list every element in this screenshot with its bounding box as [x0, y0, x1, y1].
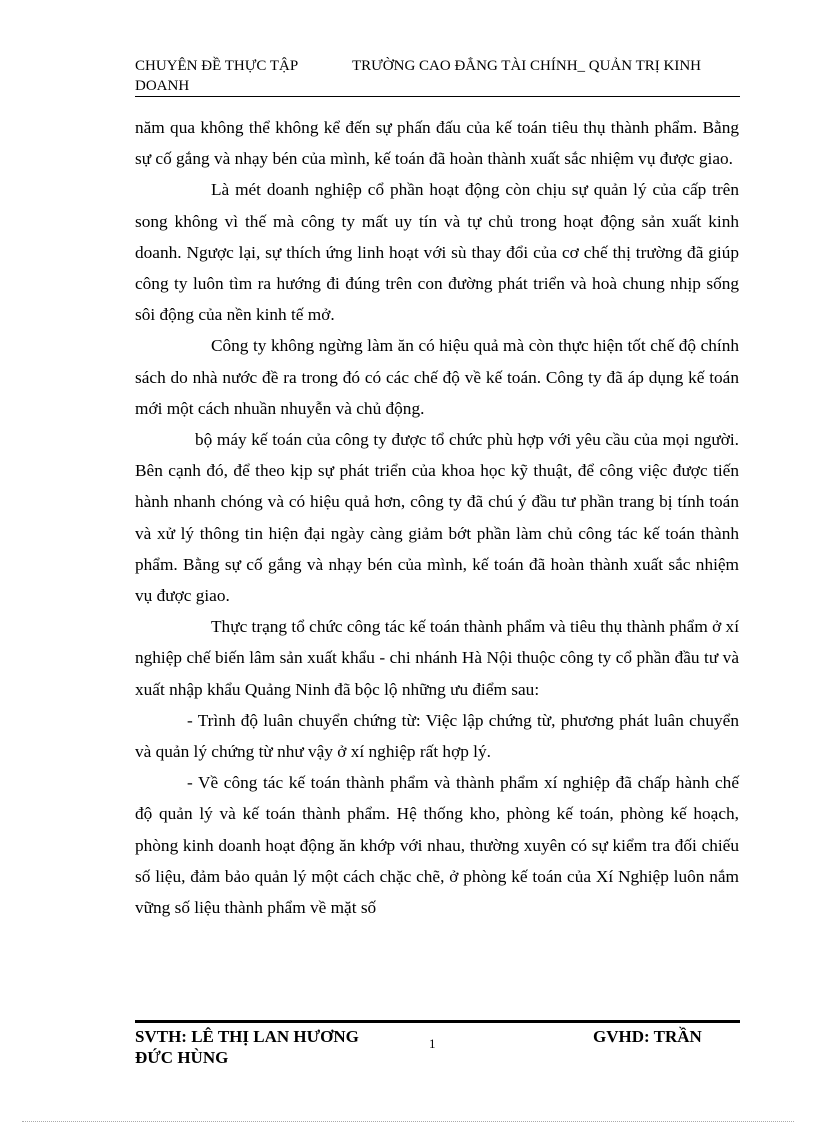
document-body	[135, 112, 739, 923]
paragraph: Thực trạng tổ chức công tác kế toán thành phẩm và tiêu thụ thành phẩm ở xí nghiệp chế biến lâm sản xuất khẩu - chi nhánh Hà Nội thuộc công ty cổ phần đầu tư và xuất nhập khẩu Quảng Ninh đã bộc lộ những ưu điểm sau:	[135, 617, 739, 699]
header-title-right: TRƯỜNG CAO ĐẲNG TÀI CHÍNH_ QUẢN TRỊ KINH	[352, 58, 701, 74]
page-edge-divider	[22, 1121, 794, 1122]
paragraph: năm qua không thể không kể đến sự phấn đấu của kế toán tiêu thụ thành phẩm. Bằng sự cố gắng và nhạy bén của mình, kế toán đã hoàn thành xuất sắc nhiệm vụ được giao.	[135, 118, 739, 169]
paragraph: Là mét doanh nghiệp cổ phần hoạt động còn chịu sự quản lý của cấp trên song không vì thế mà công ty mất uy tín và tự chủ trong hoạt động sản xuất kinh doanh. Ngược lại, sự thích ứng linh hoạt với sù thay đổi của cơ chế thị trường đã giúp công ty luôn tìm ra hướng đi đúng trên con đường phát triển và hoà chung nhịp sống sôi động của nền kinh tế mở.	[135, 180, 739, 325]
page-number: 1	[429, 1036, 436, 1051]
footer-student: SVTH: LÊ THỊ LAN HƯƠNG	[135, 1027, 359, 1046]
paragraph: Công ty không ngừng làm ăn có hiệu quả mà còn thực hiện tốt chế độ chính sách do nhà nước đề ra trong đó có các chế độ về kế toán. Công ty đã áp dụng kế toán mới một cách nhuần nhuyễn và chủ động.	[135, 336, 739, 418]
list-item: - Trình độ luân chuyển chứng từ: Việc lập chứng từ, phương phát luân chuyển và quản lý chứng từ như vậy ở xí nghiệp rất hợp lý.	[135, 710, 739, 762]
paragraph: bộ máy kế toán của công ty được tổ chức phù hợp với yêu cầu của mọi người. Bên cạnh đó, để theo kịp sự phát triển của khoa học kỹ thuật, để công việc được tiến hành nhanh chóng và có hiệu quả hơn, công ty đã chú ý đầu tư phần trang bị tính toán và xử lý thông tin hiện đại ngày càng giảm bớt phần làm chủ công tác kế toán thành phẩm. Bằng sự cố gắng và nhạy bén của mình, kế toán đã hoàn thành xuất sắc nhiệm vụ được giao.	[135, 430, 739, 606]
footer-supervisor-continued: ĐỨC HÙNG	[135, 1048, 229, 1067]
page-footer	[135, 1020, 740, 1073]
header-title-left-continued: DOANH	[135, 78, 190, 94]
page-header	[135, 56, 740, 97]
header-title-left: CHUYÊN ĐỀ THỰC TẬP	[135, 58, 299, 74]
list-item: - Về công tác kế toán thành phẩm và thành phẩm xí nghiệp đã chấp hành chế độ quản lý và kế toán thành phẩm. Hệ thống kho, phòng kế toán, phòng kế hoạch, phòng kinh doanh hoạt động ăn khớp với nhau, thường xuyên có sự kiểm tra đối chiếu số liệu, đảm bảo quản lý một cách chặc chẽ, ở phòng kế toán của Xí Nghiệp luôn nắm vững số liệu thành phẩm về mặt số	[135, 773, 739, 918]
footer-supervisor: GVHD: TRẦN	[593, 1027, 702, 1046]
